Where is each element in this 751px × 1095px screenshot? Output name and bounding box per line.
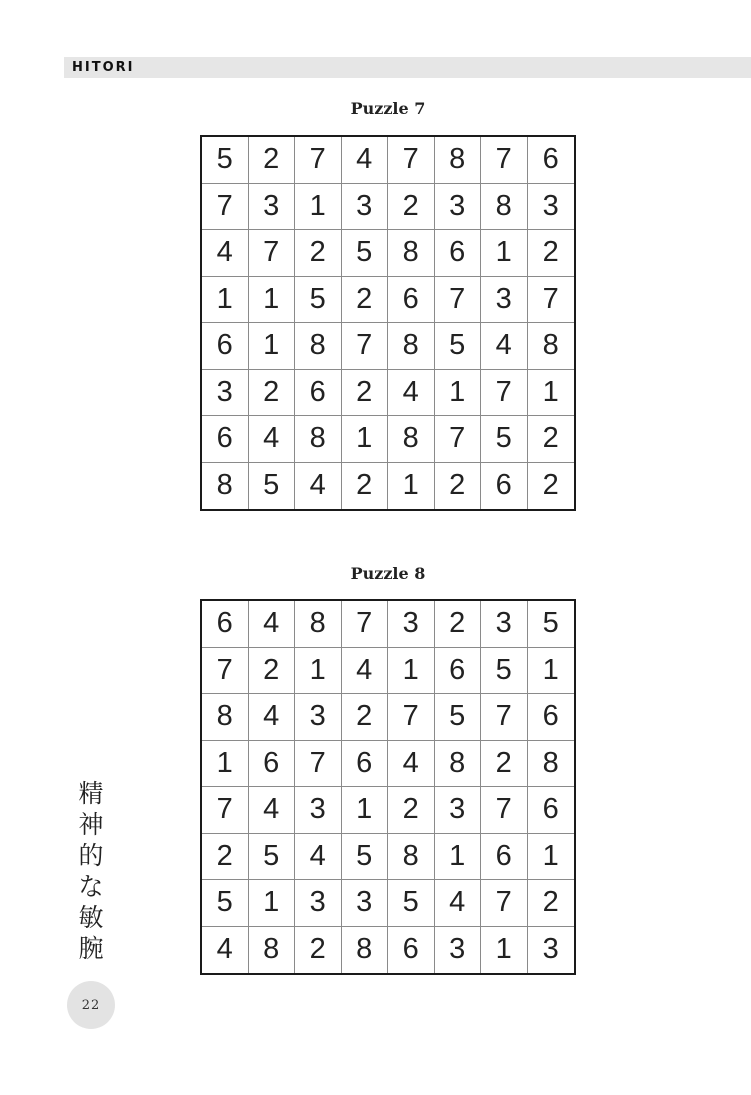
grid-cell: 6 [342, 741, 389, 788]
section-title: HITORI [72, 60, 135, 75]
grid-cell: 5 [295, 277, 342, 324]
grid-cell: 1 [388, 648, 435, 695]
grid-cell: 7 [202, 648, 249, 695]
grid-cell: 3 [295, 694, 342, 741]
side-char: 敏 [78, 903, 104, 932]
grid-cell: 2 [295, 230, 342, 277]
grid-cell: 5 [249, 834, 296, 881]
grid-cell: 8 [342, 927, 389, 974]
grid-cell: 6 [528, 137, 575, 184]
grid-cell: 8 [202, 463, 249, 510]
puzzle-8-grid [200, 599, 576, 975]
grid-cell: 4 [295, 834, 342, 881]
grid-cell: 5 [202, 880, 249, 927]
grid-cell: 7 [481, 370, 528, 417]
grid-cell: 8 [295, 601, 342, 648]
grid-cell: 5 [342, 230, 389, 277]
grid-cell: 8 [295, 323, 342, 370]
grid-cell: 5 [481, 648, 528, 695]
grid-cell: 1 [481, 230, 528, 277]
grid-cell: 4 [342, 137, 389, 184]
grid-cell: 6 [528, 787, 575, 834]
grid-cell: 4 [202, 927, 249, 974]
grid-cell: 3 [342, 184, 389, 231]
grid-cell: 7 [249, 230, 296, 277]
grid-cell: 8 [388, 416, 435, 463]
grid-cell: 8 [295, 416, 342, 463]
grid-cell: 6 [435, 648, 482, 695]
grid-cell: 2 [528, 230, 575, 277]
grid-cell: 8 [435, 741, 482, 788]
grid-cell: 5 [435, 323, 482, 370]
grid-cell: 4 [435, 880, 482, 927]
grid-cell: 6 [295, 370, 342, 417]
side-char: 精 [78, 779, 104, 808]
grid-cell: 3 [435, 927, 482, 974]
grid-cell: 1 [342, 787, 389, 834]
grid-cell: 5 [388, 880, 435, 927]
grid-cell: 2 [249, 370, 296, 417]
grid-cell: 2 [249, 648, 296, 695]
grid-cell: 1 [435, 370, 482, 417]
grid-cell: 8 [202, 694, 249, 741]
page-number-badge [67, 981, 115, 1029]
side-char: な [78, 872, 104, 901]
grid-cell: 1 [528, 834, 575, 881]
grid-cell: 6 [388, 927, 435, 974]
grid-cell: 3 [202, 370, 249, 417]
grid-cell: 2 [528, 880, 575, 927]
grid-cell: 1 [202, 741, 249, 788]
grid-cell: 8 [388, 323, 435, 370]
grid-cell: 1 [342, 416, 389, 463]
side-char: 腕 [78, 934, 104, 963]
grid-cell: 1 [528, 370, 575, 417]
grid-cell: 7 [342, 323, 389, 370]
grid-cell: 2 [542, 469, 559, 502]
section-header-bar [64, 57, 751, 78]
grid-cell: 4 [249, 416, 296, 463]
puzzle-8-title: Puzzle 8 [350, 564, 426, 583]
grid-cell: 7 [202, 787, 249, 834]
grid-cell: 8 [481, 184, 528, 231]
grid-cell: 4 [295, 463, 342, 510]
vertical-side-text [74, 778, 108, 964]
grid-cell: 2 [388, 787, 435, 834]
grid-cell: 1 [481, 927, 528, 974]
grid-cell: 8 [528, 323, 575, 370]
puzzle-7-grid [200, 135, 576, 511]
grid-cell: 5 [249, 463, 296, 510]
grid-cell: 7 [435, 416, 482, 463]
grid-cell: 2 [342, 370, 389, 417]
grid-cell: 7 [528, 277, 575, 324]
grid-cell: 2 [342, 463, 389, 510]
grid-cell: 6 [202, 416, 249, 463]
grid-cell: 4 [249, 787, 296, 834]
grid-cell: 3 [249, 184, 296, 231]
grid-cell: 3 [481, 601, 528, 648]
grid-cell: 1 [528, 648, 575, 695]
grid-cell: 6 [481, 463, 528, 510]
grid-cell: 7 [481, 694, 528, 741]
grid-cell: 7 [342, 601, 389, 648]
grid-cell: 2 [202, 834, 249, 881]
grid-cell: 5 [202, 137, 249, 184]
grid-cell: 7 [202, 184, 249, 231]
grid-cell: 1 [249, 880, 296, 927]
grid-cell: 3 [295, 787, 342, 834]
page-number: 22 [81, 997, 101, 1013]
grid-cell: 4 [388, 370, 435, 417]
grid-cell: 4 [249, 694, 296, 741]
grid-cell: 3 [435, 184, 482, 231]
grid-cell: 8 [388, 230, 435, 277]
grid-cell: 4 [342, 648, 389, 695]
grid-cell: 6 [202, 323, 249, 370]
grid-cell: 1 [295, 184, 342, 231]
grid-cell: 3 [295, 880, 342, 927]
side-char: 的 [78, 841, 104, 870]
grid-cell: 2 [388, 184, 435, 231]
grid-cell: 2 [481, 741, 528, 788]
grid-cell: 1 [202, 277, 249, 324]
grid-cell: 7 [388, 137, 435, 184]
puzzle-7-title: Puzzle 7 [350, 99, 426, 118]
grid-cell: 3 [388, 601, 435, 648]
grid-cell: 2 [528, 416, 575, 463]
grid-cell: 1 [249, 323, 296, 370]
grid-cell: 7 [481, 787, 528, 834]
grid-cell: 7 [435, 277, 482, 324]
grid-cell: 7 [481, 137, 528, 184]
grid-cell: 6 [528, 694, 575, 741]
grid-cell: 2 [249, 137, 296, 184]
grid-cell: 6 [481, 834, 528, 881]
grid-cell: 5 [528, 601, 575, 648]
grid-cell: 6 [249, 741, 296, 788]
grid-cell: 8 [435, 137, 482, 184]
grid-cell: 7 [481, 880, 528, 927]
grid-cell: 2 [342, 277, 389, 324]
grid-cell: 4 [481, 323, 528, 370]
grid-cell: 1 [249, 277, 296, 324]
side-char: 神 [78, 810, 104, 839]
grid-cell: 8 [388, 834, 435, 881]
grid-cell: 1 [435, 834, 482, 881]
grid-cell: 1 [388, 463, 435, 510]
grid-cell: 7 [295, 741, 342, 788]
grid-cell: 2 [295, 927, 342, 974]
grid-cell: 3 [528, 184, 575, 231]
grid-cell: 2 [342, 694, 389, 741]
grid-cell: 5 [481, 416, 528, 463]
grid-cell: 8 [249, 927, 296, 974]
grid-cell: 3 [542, 933, 559, 966]
grid-cell: 2 [435, 463, 482, 510]
grid-cell: 2 [435, 601, 482, 648]
grid-cell: 4 [202, 230, 249, 277]
grid-cell: 7 [388, 694, 435, 741]
grid-cell: 3 [435, 787, 482, 834]
grid-cell: 6 [388, 277, 435, 324]
grid-cell: 3 [481, 277, 528, 324]
grid-cell: 8 [528, 741, 575, 788]
grid-cell: 4 [388, 741, 435, 788]
grid-cell: 4 [249, 601, 296, 648]
grid-cell: 3 [342, 880, 389, 927]
grid-cell: 1 [295, 648, 342, 695]
grid-cell: 7 [295, 137, 342, 184]
grid-cell: 5 [342, 834, 389, 881]
grid-cell: 5 [435, 694, 482, 741]
grid-cell: 6 [435, 230, 482, 277]
grid-cell: 6 [202, 601, 249, 648]
